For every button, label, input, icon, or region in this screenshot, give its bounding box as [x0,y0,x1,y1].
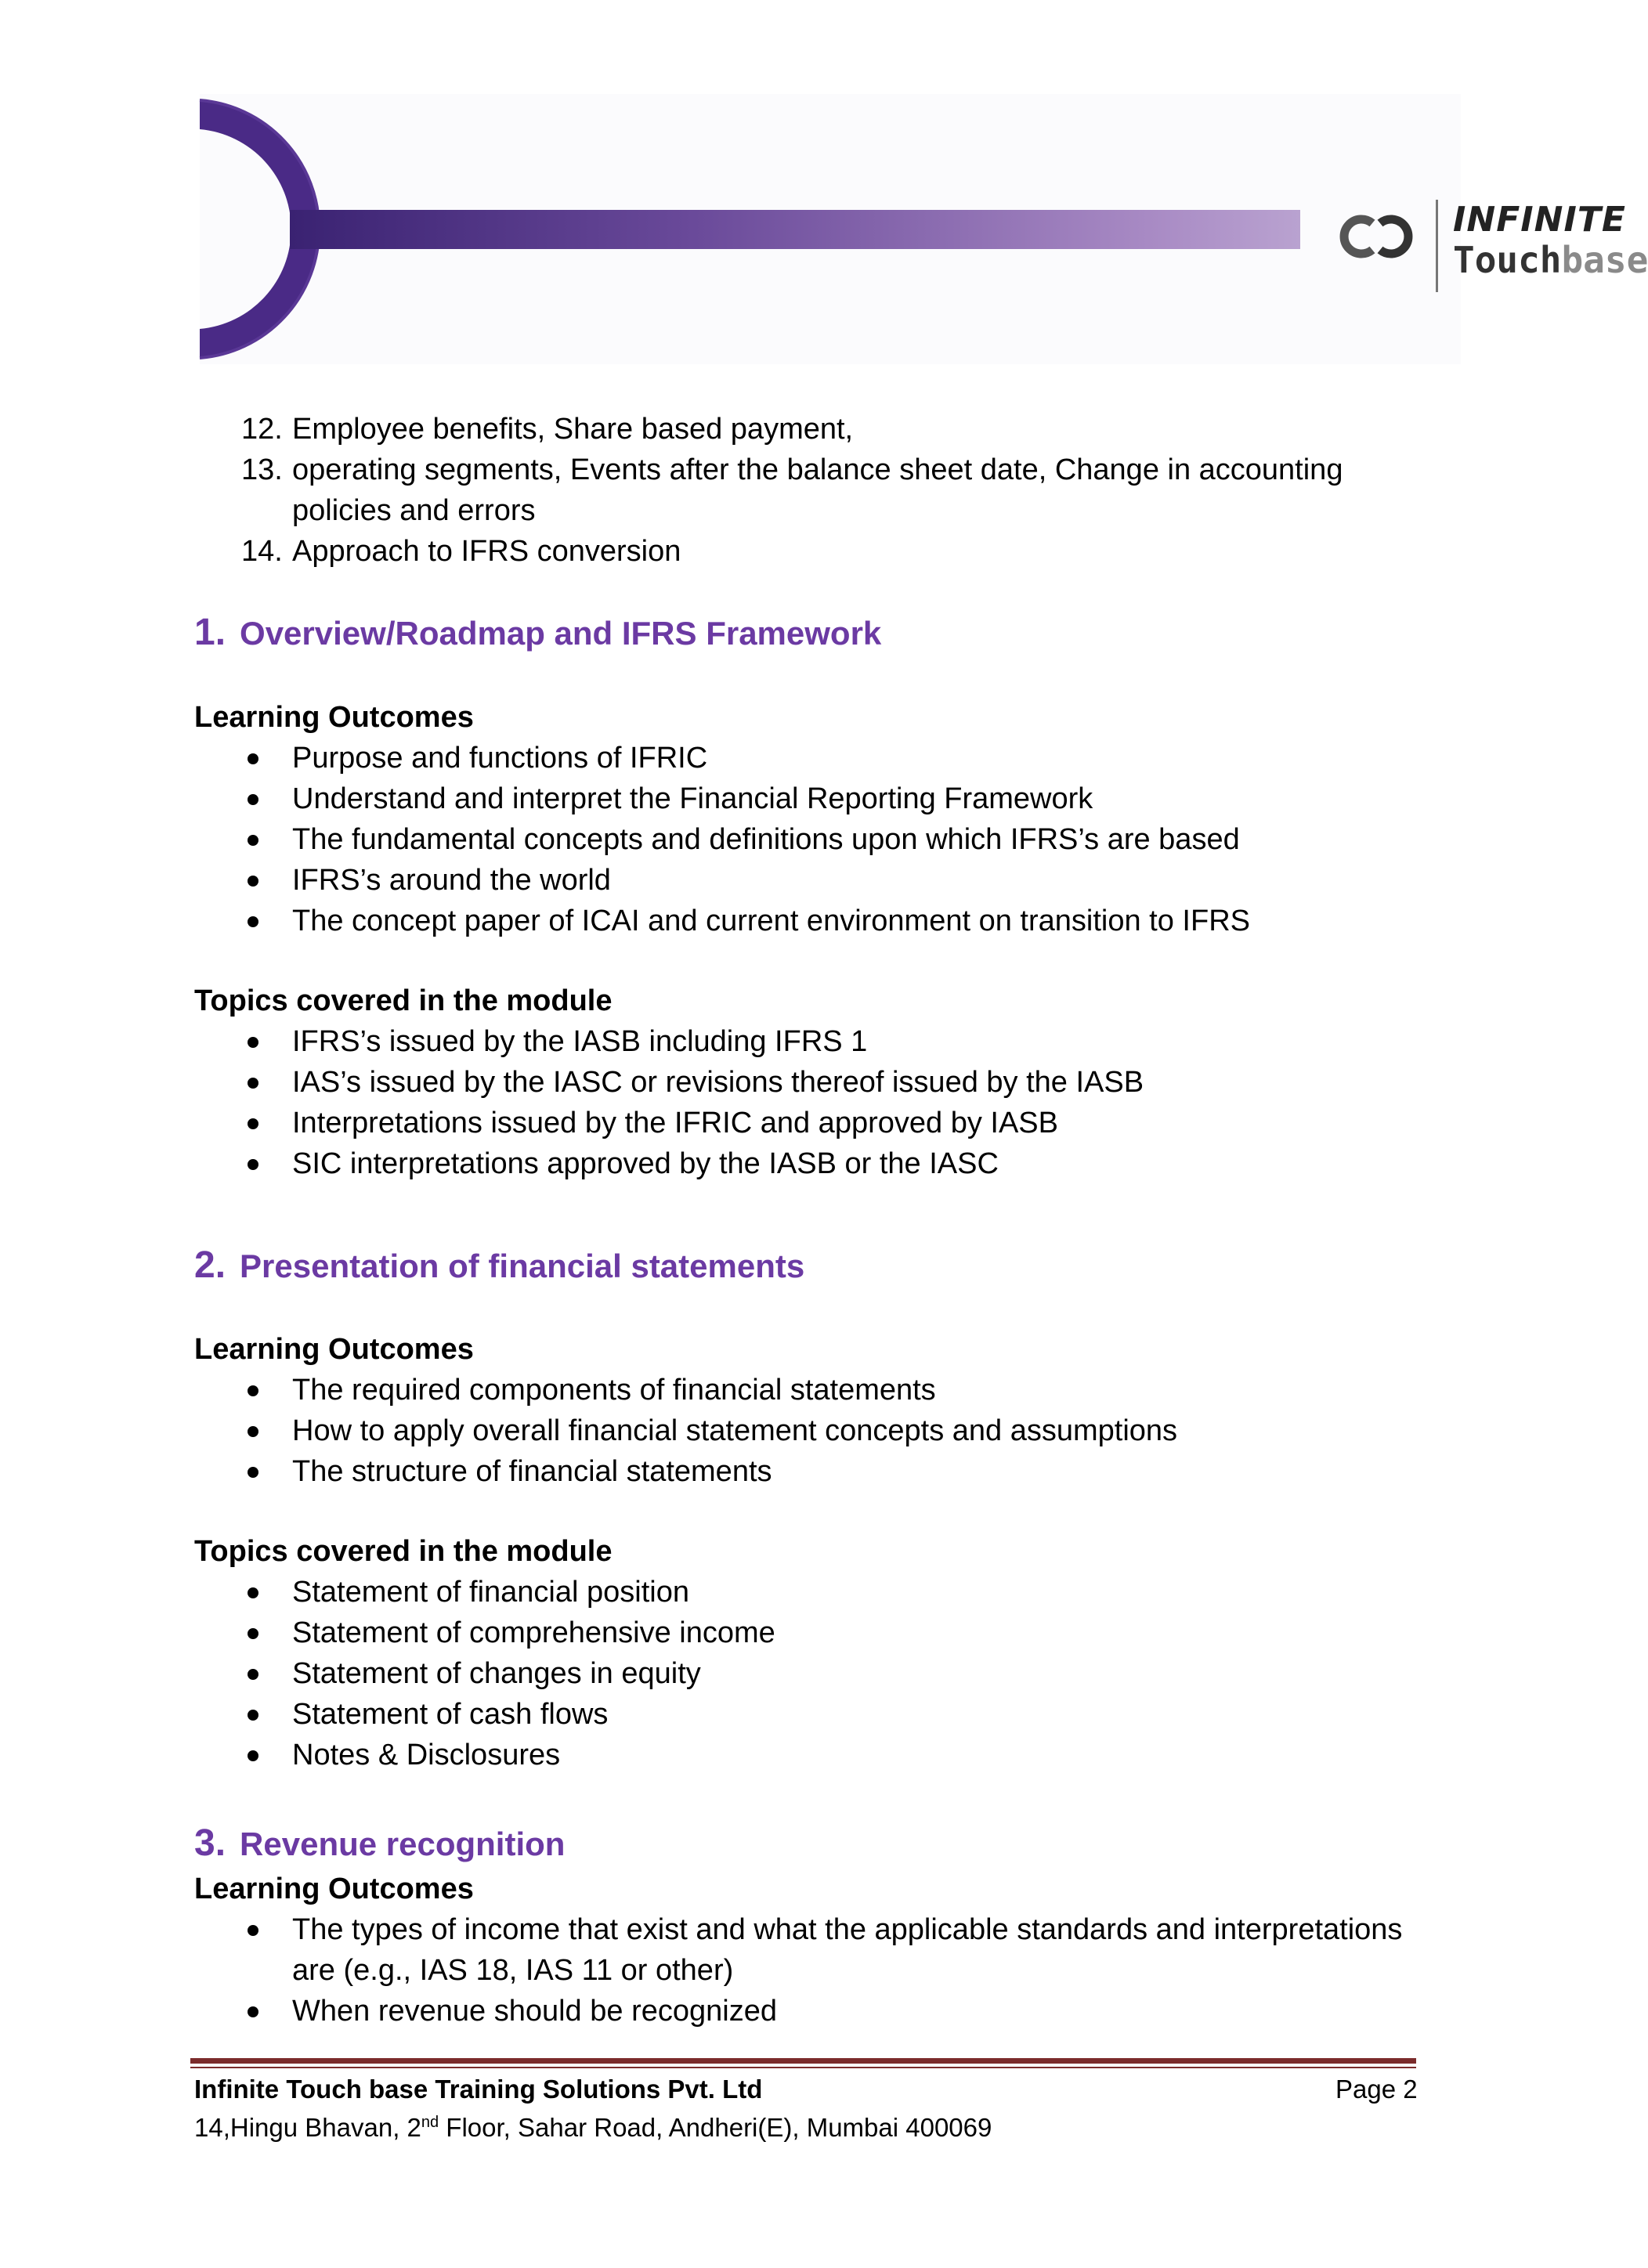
list-item [194,1021,1428,1062]
logo-word-base: base [1561,239,1648,281]
list-text: Notes & Disclosures [292,1739,561,1771]
address-part: Floor, Sahar Road, Andheri(E), Mumbai 400069 [439,2113,992,2142]
bullet-icon [248,1426,258,1437]
address-superscript: nd [421,2114,439,2131]
list-text: Interpretations issued by the IFRIC and approved by IASB [292,1107,1058,1139]
list-text: Approach to IFRS conversion [292,535,681,568]
list-item [194,1653,1428,1694]
list-text: The required components of financial statements [292,1374,936,1407]
list-text: The fundamental concepts and definitions upon which IFRS’s are based [292,823,1240,856]
bullet-icon [248,1467,258,1478]
logo-divider [1436,200,1438,292]
bullet-icon [248,1710,258,1721]
infinity-logo-icon [1332,209,1426,264]
section-number: 3. [194,1822,226,1864]
learning-outcomes-heading: Learning Outcomes [194,1333,474,1366]
footer-company-name: Infinite Touch base Training Solutions Pvt. Ltd [194,2075,763,2104]
topics-covered-heading: Topics covered in the module [194,984,613,1017]
topics-covered-list [194,1572,1428,1775]
list-text: The types of income that exist and what the applicable standards and interpretations [292,1913,1403,1946]
list-text: Employee benefits, Share based payment, [292,413,854,446]
section-title-text: Overview/Roadmap and IFRS Framework [240,615,882,652]
list-item [194,1572,1428,1613]
learning-outcomes-list [194,1370,1428,1492]
learning-outcomes-heading: Learning Outcomes [194,1873,474,1905]
bullet-icon [248,794,258,805]
bullet-icon [248,753,258,764]
list-item [194,1062,1428,1103]
bullet-icon [248,1587,258,1598]
list-text: IAS’s issued by the IASC or revisions thereof issued by the IASB [292,1066,1144,1099]
list-item [194,901,1428,941]
bullet-icon [248,1118,258,1129]
list-item [194,778,1428,819]
learning-outcomes-list [194,1909,1428,2031]
list-item [194,738,1428,778]
bullet-icon [248,835,258,846]
list-item [194,1410,1428,1451]
list-text: IFRS’s issued by the IASB including IFRS 1 [292,1025,868,1058]
learning-outcomes-heading: Learning Outcomes [194,701,474,734]
logo-word-infinite: INFINITE [1453,200,1626,240]
bullet-icon [248,1385,258,1396]
list-number: 13. [241,453,283,486]
footer-address [194,2107,992,2143]
bullet-icon [248,1159,258,1170]
list-item [194,1613,1428,1653]
list-item [194,1735,1428,1775]
footer-rule-thin [190,2067,1416,2068]
list-item [194,1103,1428,1143]
list-text: Statement of cash flows [292,1698,609,1731]
topics-covered-heading: Topics covered in the module [194,1535,613,1568]
list-text: Purpose and functions of IFRIC [292,742,708,775]
list-item [194,819,1428,860]
section-number: 2. [194,1244,226,1286]
section-title-text: Revenue recognition [240,1826,566,1862]
list-item-continuation [194,1950,1428,1991]
section-2-title [194,1244,804,1288]
bullet-icon [248,876,258,887]
list-item [194,1451,1428,1492]
address-part: 14,Hingu Bhavan, 2 [194,2113,421,2142]
list-text: Statement of comprehensive income [292,1616,775,1649]
bullet-icon [248,1925,258,1936]
list-text: IFRS’s around the world [292,864,611,897]
bullet-icon [248,1078,258,1089]
list-item [194,1370,1428,1410]
list-text: operating segments, Events after the balance sheet date, Change in accounting [292,453,1343,486]
header-gradient-bar [290,210,1300,249]
list-text: How to apply overall financial statement concepts and assumptions [292,1414,1178,1447]
learning-outcomes-list [194,738,1428,941]
list-text: When revenue should be recognized [292,1995,777,2028]
bullet-icon [248,2006,258,2017]
list-text: Statement of changes in equity [292,1657,701,1690]
list-text: The concept paper of ICAI and current environment on transition to IFRS [292,905,1250,937]
list-text: The structure of financial statements [292,1455,772,1488]
bullet-icon [248,1037,258,1048]
list-item [194,860,1428,901]
bullet-icon [248,916,258,927]
header-banner [200,94,1648,364]
bullet-icon [248,1750,258,1761]
logo-word-touch: Touch [1453,239,1562,281]
bullet-icon [248,1628,258,1639]
logo-word-touchbase [1453,239,1648,281]
list-number: 12. [241,413,283,446]
list-text: SIC interpretations approved by the IASB or the IASC [292,1147,999,1180]
list-number: 14. [241,535,283,568]
list-item [194,1909,1428,1950]
footer-rule-thick [190,2058,1416,2064]
footer-page-number: Page 2 [1335,2075,1418,2104]
list-text: policies and errors [292,494,536,527]
list-item [194,1991,1428,2031]
list-item [194,1694,1428,1735]
bullet-icon [248,1669,258,1680]
section-1-title [194,611,881,655]
list-item [194,1143,1428,1184]
list-text: Statement of financial position [292,1576,689,1609]
list-text: Understand and interpret the Financial Reporting Framework [292,782,1093,815]
topics-covered-list [194,1021,1428,1184]
company-logo [1332,200,1648,294]
section-number: 1. [194,612,226,653]
section-title-text: Presentation of financial statements [240,1248,805,1284]
list-text: are (e.g., IAS 18, IAS 11 or other) [292,1954,734,1987]
section-3-title [194,1822,565,1866]
